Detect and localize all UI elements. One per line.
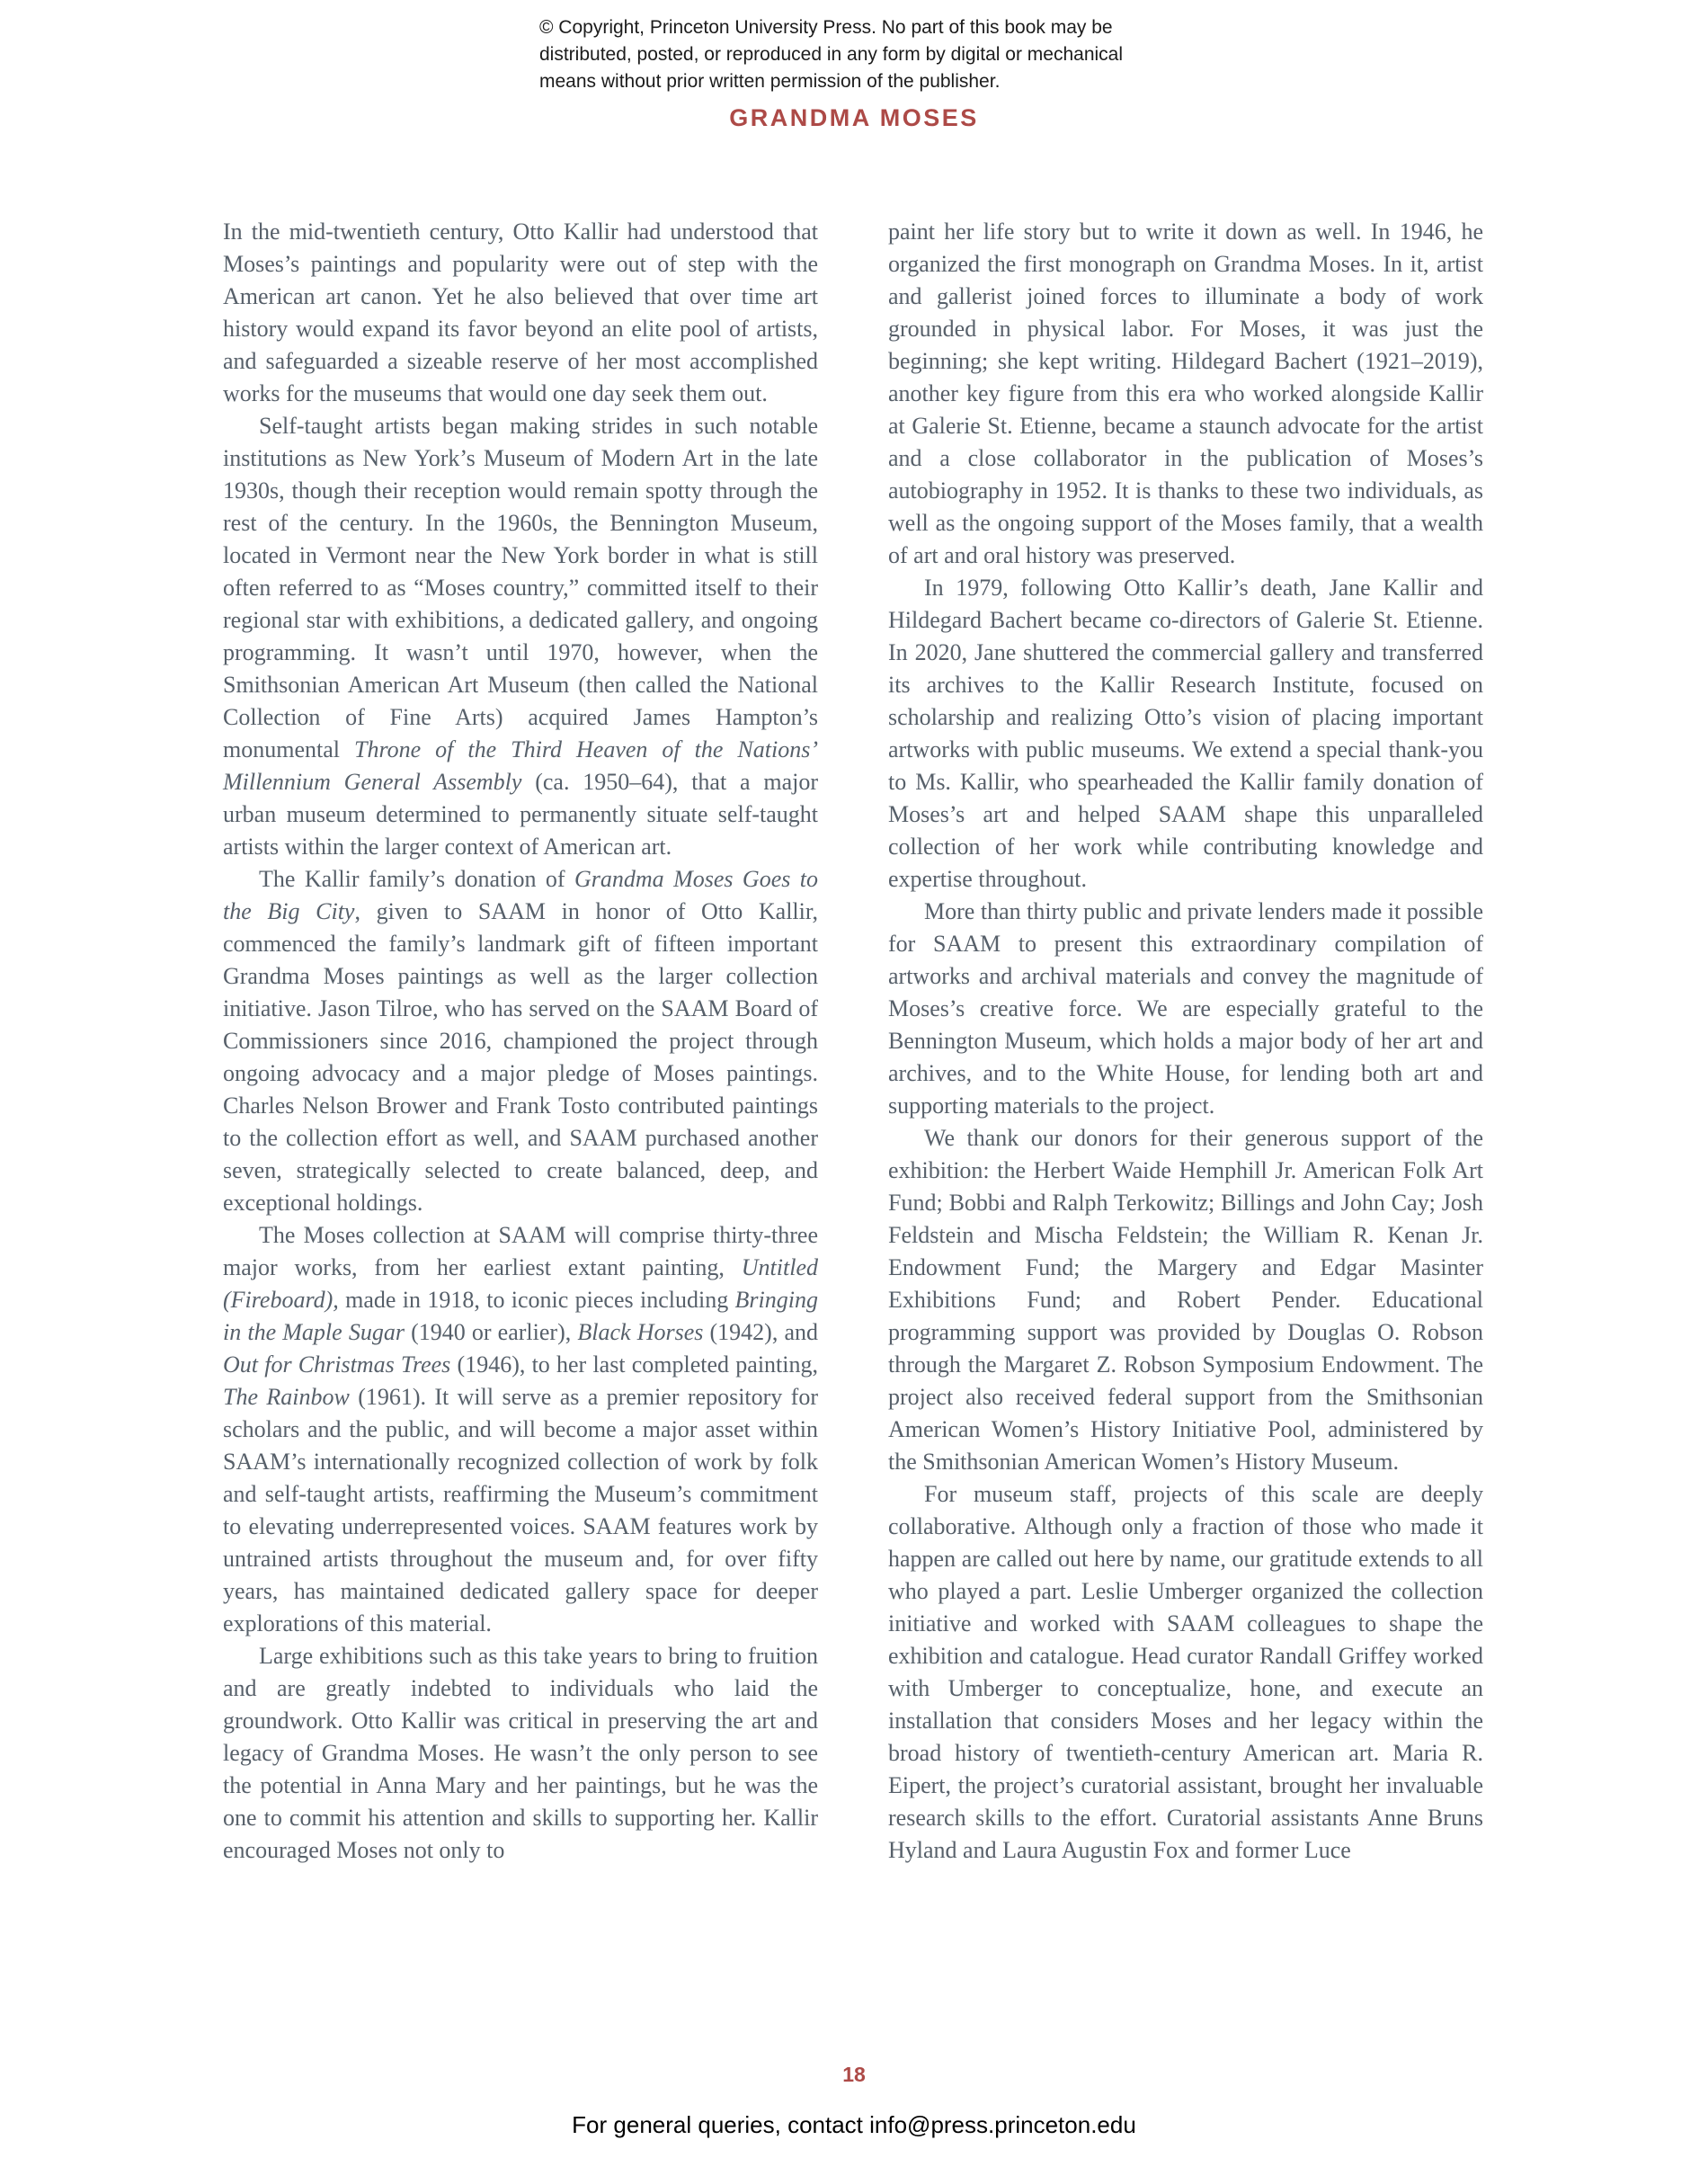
copyright-line: distributed, posted, or reproduced in any form by digital or mechanical [539, 44, 1124, 65]
page-number: 18 [842, 2063, 866, 2086]
italic-title: Untitled (Fireboard), [223, 1254, 818, 1313]
paragraph: The Moses collection at SAAM will comprise thirty-three major works, from her earliest extant painting, Untitled (Fireboard), made in 1918, to iconic pieces including Bringing in the Maple Sugar (1940 or earlier), Black Horses (1942), and Out for Christmas Trees (1946), to her last completed painting, The Rainbow (1961). It will serve as a premier repository for scholars and the public, and will become a major asset within SAAM’s internationally recognized collection of work by folk and self-taught artists, reaffirming the Museum’s commitment to elevating underrepresented voices. SAAM features work by untrained artists throughout the museum and, for over fifty years, has maintained dedicated gallery space for deeper explorations of this material. [223, 1222, 819, 1636]
italic-title: Bringing in the Maple Sugar [223, 1287, 818, 1345]
italic-title: Grandma Moses Goes to the Big City [223, 866, 818, 924]
text-column-right [888, 216, 1483, 1867]
paragraph: We thank our donors for their generous support of the exhibition: the Herbert Waide Hemphill Jr. American Folk Art Fund; Bobbi and Ralph Terkowitz; Billings and John Cay; Josh Feldstein and Mischa Feldstein; the William R. Kenan Jr. Endowment Fund; the Margery and Edgar Masinter Exhibitions Fund; and Robert Pender. Educational programming support was provided by Douglas O. Robson through the Margaret Z. Robson Symposium Endowment. The project also received federal support from the Smithsonian American Women’s History Initiative Pool, administered by the Smithsonian American Women’s History Museum. [888, 1125, 1483, 1475]
italic-title: Out for Christmas Trees [223, 1351, 451, 1378]
text-column-left [223, 216, 818, 1867]
italic-title: Throne of the Third Heaven of the Nations’ Millennium General Assembly [223, 736, 818, 795]
paragraph: Self-taught artists began making strides in such notable institutions as New York’s Museum of Modern Art in the late 1930s, though their reception would remain spotty through the rest of the century. In the 1960s, the Bennington Museum, located in Vermont near the New York border in what is still often referred to as “Moses country,” committed itself to their regional star with exhibitions, a dedicated gallery, and ongoing programming. It wasn’t until 1970, however, when the Smithsonian American Art Museum (then called the National Collection of Fine Arts) acquired James Hampton’s monumental Throne of the Third Heaven of the Nations’ Millennium General Assembly (ca. 1950–64), that a major urban museum determined to permanently situate self-taught artists within the larger context of American art. [223, 413, 818, 860]
italic-title: The Rainbow [223, 1384, 350, 1410]
paragraph: paint her life story but to write it down as well. In 1946, he organized the first monograph on Grandma Moses. In it, artist and gallerist joined forces to illuminate a body of work grounded in physical labor. For Moses, it was just the beginning; she kept writing. Hildegard Bachert (1921–2019), another key figure from this era who worked alongside Kallir at Galerie St. Etienne, became a staunch advocate for the artist and a close collaborator in the publication of Moses’s autobiography in 1952. It is thanks to these two individuals, as well as the ongoing support of the Moses family, that a wealth of art and oral history was preserved. [888, 218, 1483, 568]
italic-title: Black Horses [577, 1319, 704, 1345]
running-head: GRANDMA MOSES [729, 104, 979, 131]
paragraph: Large exhibitions such as this take years to bring to fruition and are greatly indebted to individuals who laid the groundwork. Otto Kallir was critical in preserving the art and legacy of Grandma Moses. He wasn’t the only person to see the potential in Anna Mary and her paintings, but he was the one to commit his attention and skills to supporting her. Kallir encouraged Moses not only to [223, 1643, 818, 1863]
copyright-line: means without prior written permission of the publisher. [539, 71, 1001, 92]
footer-contact-line: For general queries, contact info@press.princeton.edu [572, 2111, 1136, 2138]
paragraph: In 1979, following Otto Kallir’s death, Jane Kallir and Hildegard Bachert became co-directors of Galerie St. Etienne. In 2020, Jane shuttered the commercial gallery and transferred its archives to the Kallir Research Institute, focused on scholarship and realizing Otto’s vision of placing important artworks with public museums. We extend a special thank-you to Ms. Kallir, who spearheaded the Kallir family donation of Moses’s art and helped SAAM shape this unparalleled collection of her work while contributing knowledge and expertise throughout. [888, 575, 1483, 892]
paragraph: The Kallir family’s donation of Grandma Moses Goes to the Big City, given to SAAM in honor of Otto Kallir, commenced the family’s landmark gift of fifteen important Grandma Moses paintings as well as the larger collection initiative. Jason Tilroe, who has served on the SAAM Board of Commissioners since 2016, championed the project through ongoing advocacy and a major pledge of Moses paintings. Charles Nelson Brower and Frank Tosto contributed paintings to the collection effort as well, and SAAM purchased another seven, strategically selected to create balanced, deep, and exceptional holdings. [223, 866, 818, 1216]
paragraph: In the mid-twentieth century, Otto Kallir had understood that Moses’s paintings and popularity were out of step with the American art canon. Yet he also believed that over time art history would expand its favor beyond an elite pool of artists, and safeguarded a sizeable reserve of her most accomplished works for the museums that would one day seek them out. [223, 218, 818, 406]
copyright-notice [539, 14, 1223, 95]
paragraph: More than thirty public and private lenders made it possible for SAAM to present this extraordinary compilation of artworks and archival materials and convey the magnitude of Moses’s creative force. We are especially grateful to the Bennington Museum, which holds a major body of her art and archives, and to the White House, for lending both art and supporting materials to the project. [888, 898, 1483, 1119]
paragraph: For museum staff, projects of this scale are deeply collaborative. Although only a fraction of those who made it happen are called out here by name, our gratitude extends to all who played a part. Leslie Umberger organized the collection initiative and worked with SAAM colleagues to shape the exhibition and catalogue. Head curator Randall Griffey worked with Umberger to conceptualize, hone, and execute an installation that considers Moses and her legacy within the broad history of twentieth-century American art. Maria R. Eipert, the project’s curatorial assistant, brought her invaluable research skills to the effort. Curatorial assistants Anne Bruns Hyland and Laura Augustin Fox and former Luce [888, 1481, 1483, 1863]
copyright-line: © Copyright, Princeton University Press. No part of this book may be [539, 17, 1113, 38]
